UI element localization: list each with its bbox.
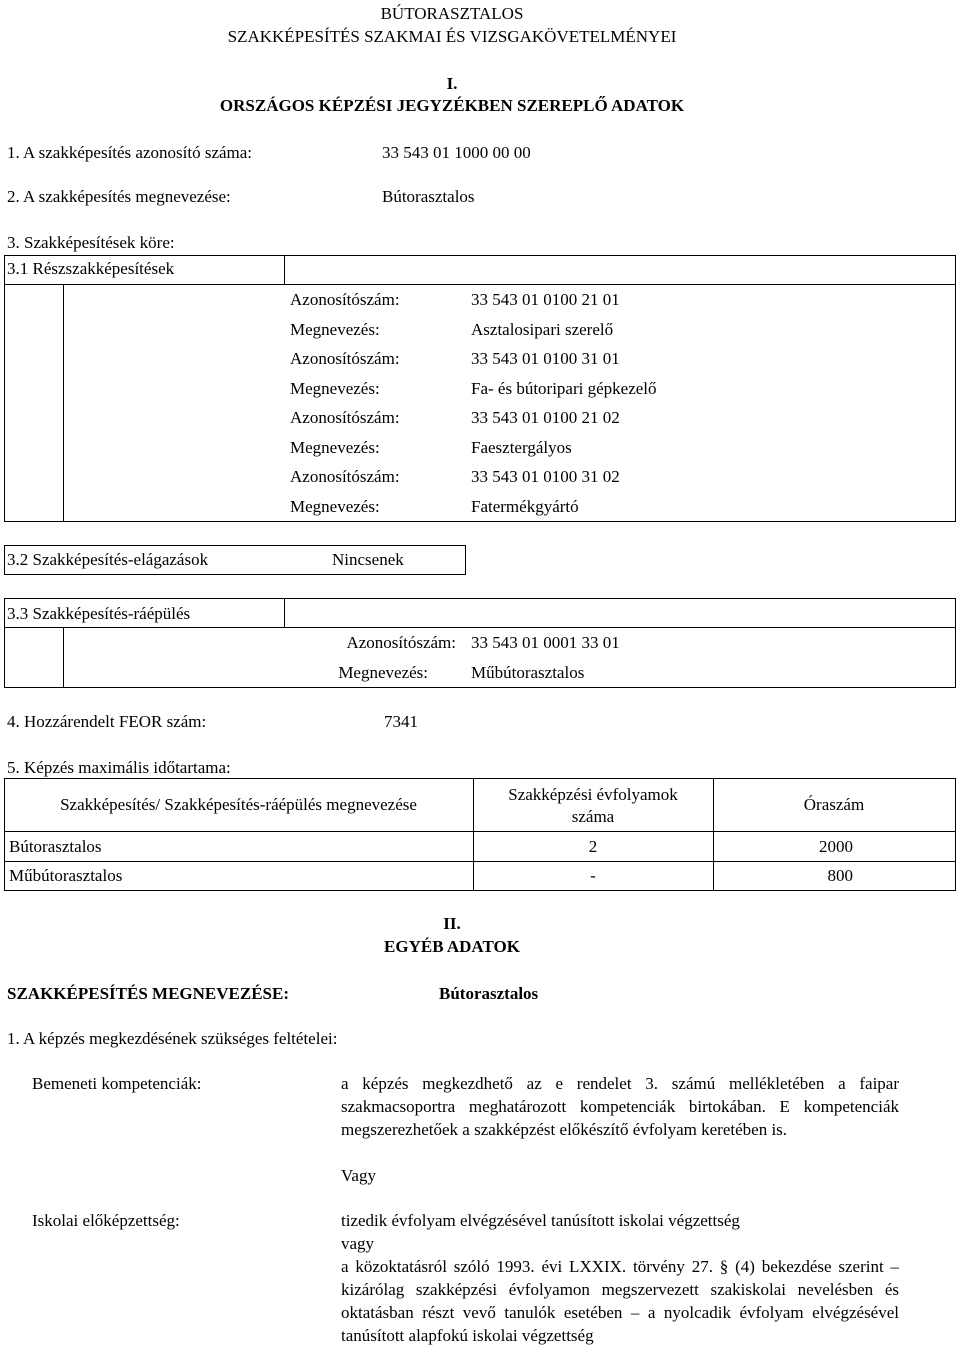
section-2-number: II. [443, 914, 461, 933]
school-prerequisite-label: Iskolai előképzettség: [32, 1211, 180, 1230]
duration-row-hours: 2000 [819, 837, 853, 856]
sub31-row-value: Asztalosipari szerelő [471, 320, 614, 339]
item-4-value: 7341 [384, 712, 418, 731]
section-2-item-1: 1. A képzés megkezdésének szükséges feltételei: [7, 1029, 338, 1048]
sub33-row-key: Azonosítószám: [346, 633, 456, 652]
sub-3-2-label: 3.2 Szakképesítés-elágazások [7, 550, 209, 569]
sub33-row-value: 33 543 01 0001 33 01 [471, 633, 620, 652]
sub31-row-key: Megnevezés: [290, 438, 380, 457]
sub31-row-key: Azonosítószám: [290, 408, 400, 427]
duration-header-hours: Óraszám [803, 795, 865, 814]
item-3-label: 3. Szakképesítések köre: [7, 233, 175, 252]
sub31-row-key: Azonosítószám: [290, 467, 400, 486]
doc-title-line1: BÚTORASZTALOS [380, 4, 524, 23]
school-prerequisite-text: a közoktatásról szóló 1993. évi LXXIX. törvény 27. § (4) bekezdése szerint – kizárólag szakképzési évfolyamon megszervezett szakiskolai nevelésben és oktatásban részt vevő tanulók esetében – a nyolcadik évfolyam elvégzésével tanúsított alapfokú iskolai végzettség [341, 1257, 899, 1345]
sub31-row-value: Fatermékgyártó [471, 497, 579, 516]
section-1-number: I. [446, 74, 458, 93]
duration-row-name: Bútorasztalos [9, 837, 102, 856]
sub31-row-key: Megnevezés: [290, 497, 380, 516]
duration-row-grades: 2 [588, 837, 598, 856]
sub33-row-value: Műbútorasztalos [471, 663, 585, 682]
entry-competencies-text: a képzés megkezdhető az e rendelet 3. számú mellékletében a faipar szakmacsoportra meghatározott kompetenciák birtokában. E kompetenciák megszerezhetőek a szakképzést előkészítő évfolyam keretében is. [341, 1074, 899, 1139]
sub31-row-value: Fa- és bútoripari gépkezelő [471, 379, 657, 398]
sub31-row-value: Faesztergályos [471, 438, 572, 457]
sub31-row-key: Megnevezés: [290, 379, 380, 398]
sub31-row-key: Azonosítószám: [290, 349, 400, 368]
item-2-label: 2. A szakképesítés megnevezése: [7, 187, 231, 206]
sub-3-1-label: 3.1 Részszakképesítések [7, 259, 175, 278]
entry-competencies-label: Bemeneti kompetenciák: [32, 1074, 202, 1093]
sub31-row-key: Megnevezés: [290, 320, 380, 339]
item-2-value: Bútorasztalos [382, 187, 475, 206]
qualification-name-label: SZAKKÉPESÍTÉS MEGNEVEZÉSE: [7, 984, 290, 1003]
sub-3-3-label: 3.3 Szakképesítés-ráépülés [7, 604, 191, 623]
entry-competencies-or: Vagy [341, 1166, 376, 1185]
duration-row-grades: - [590, 866, 596, 885]
sub31-row-value: 33 543 01 0100 21 01 [471, 290, 620, 309]
item-1-label: 1. A szakképesítés azonosító száma: [7, 143, 253, 162]
sub31-row-key: Azonosítószám: [290, 290, 400, 309]
duration-row-hours: 800 [827, 866, 853, 885]
item-5-label: 5. Képzés maximális időtartama: [7, 758, 231, 777]
duration-header-grades: Szakképzési évfolyamok [508, 785, 678, 804]
item-4-label: 4. Hozzárendelt FEOR szám: [7, 712, 207, 731]
sub31-row-value: 33 543 01 0100 21 02 [471, 408, 620, 427]
sub-3-2-value: Nincsenek [332, 550, 404, 569]
item-1-value: 33 543 01 1000 00 00 [382, 143, 531, 162]
duration-row-name: Műbútorasztalos [9, 866, 123, 885]
duration-header-name: Szakképesítés/ Szakképesítés-ráépülés megnevezése [60, 795, 417, 814]
school-prerequisite-or: vagy [341, 1234, 375, 1253]
doc-title-line2: SZAKKÉPESÍTÉS SZAKMAI ÉS VIZSGAKÖVETELMÉNYEI [227, 27, 677, 46]
sub33-row-key: Megnevezés: [338, 663, 428, 682]
section-2-heading: EGYÉB ADATOK [384, 937, 520, 956]
sub31-row-value: 33 543 01 0100 31 02 [471, 467, 620, 486]
qualification-name-value: Bútorasztalos [439, 984, 539, 1003]
duration-header-grades-2: száma [571, 807, 615, 826]
sub31-row-value: 33 543 01 0100 31 01 [471, 349, 620, 368]
section-1-heading: ORSZÁGOS KÉPZÉSI JEGYZÉKBEN SZEREPLŐ ADATOK [219, 96, 685, 115]
school-prerequisite-line1: tizedik évfolyam elvégzésével tanúsított iskolai végzettség [341, 1211, 740, 1230]
